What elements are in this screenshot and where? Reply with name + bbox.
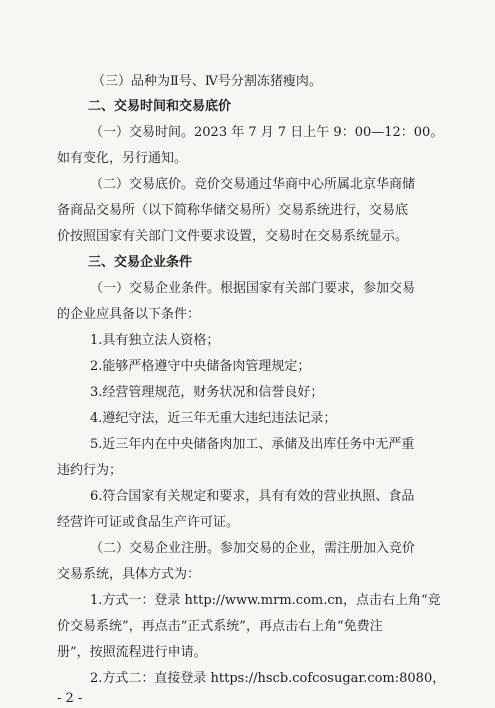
list-item: 2.方式二：直接登录 https://hscb.cofcosugar.com:8080， bbox=[90, 671, 446, 686]
section-heading: 二、交易时间和交易底价 bbox=[88, 99, 232, 114]
paragraph-line: （二）交易企业注册。参加交易的企业，需注册加入竞价 bbox=[90, 541, 416, 556]
paragraph-line: （二）交易底价。竞价交易通过华商中心所属北京华商储 bbox=[90, 177, 416, 192]
paragraph-line: 经营许可证或食品生产许可证。 bbox=[57, 515, 240, 530]
paragraph-line: 交易系统，具体方式为： bbox=[57, 567, 201, 582]
paragraph-line: 违约行为； bbox=[57, 463, 123, 478]
list-item: 1.方式一：登录 http://www.mrm.com.cn，点击右上角“竞 bbox=[90, 593, 441, 608]
list-item: 3.经营管理规范，财务状况和信誉良好； bbox=[90, 385, 324, 400]
list-item: 2.能够严格遵守中央储备肉管理规定； bbox=[90, 359, 311, 374]
paragraph-line: 的企业应具备以下条件： bbox=[57, 307, 201, 322]
paragraph-line: 价按照国家有关部门文件要求设置，交易时在交易系统显示。 bbox=[57, 229, 409, 244]
list-item: 1.具有独立法人资格； bbox=[90, 333, 220, 348]
paragraph-line: （一）交易时间。2023 年 7 月 7 日上午 9：00—12：00。 bbox=[90, 125, 444, 140]
list-item: 4.遵纪守法，近三年无重大违纪违法记录； bbox=[90, 411, 337, 426]
paragraph-line: （三）品种为Ⅱ号、Ⅳ号分割冻猪瘦肉。 bbox=[92, 74, 322, 89]
paragraph-line: 价交易系统”，再点击“正式系统”，再点击右上角“免费注 bbox=[57, 619, 383, 634]
paragraph-line: 册”，按照流程进行申请。 bbox=[57, 645, 207, 660]
list-item: 5.近三年内在中央储备肉加工、承储及出库任务中无严重 bbox=[90, 437, 415, 452]
section-heading: 三、交易企业条件 bbox=[88, 255, 193, 270]
paragraph-line: （一）交易企业条件。根据国家有关部门要求，参加交易 bbox=[90, 281, 416, 296]
page-number: - 2 - bbox=[57, 691, 83, 706]
list-item: 6.符合国家有关规定和要求，具有有效的营业执照、食品 bbox=[90, 489, 415, 504]
paragraph-line: 备商品交易所（以下简称华储交易所）交易系统进行，交易底 bbox=[57, 203, 409, 218]
paragraph-line: 如有变化，另行通知。 bbox=[57, 151, 188, 166]
